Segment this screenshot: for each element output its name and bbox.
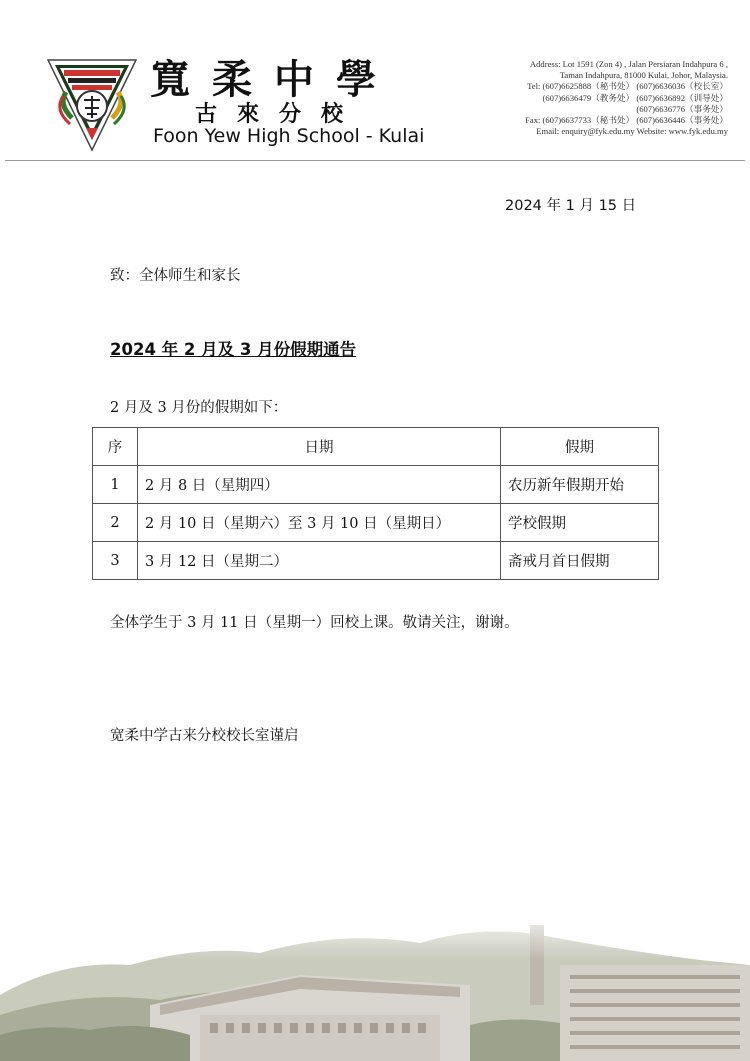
holiday-table — [92, 427, 659, 580]
table-row — [93, 542, 659, 580]
contact-line: (607)6636479（教务处） (607)6636892（训导处） — [542, 92, 728, 103]
school-branch-name: 古來分校 — [195, 101, 364, 127]
column-header-date: 日期 — [138, 428, 501, 466]
school-crest-icon — [46, 56, 138, 152]
school-name-chinese: 寬柔中學 — [150, 56, 398, 103]
row-holiday: 学校假期 — [501, 504, 659, 542]
table-row — [93, 466, 659, 504]
row-number: 1 — [93, 466, 138, 504]
row-date: 2 月 8 日（星期四） — [138, 466, 501, 504]
row-number: 3 — [93, 542, 138, 580]
letter-greeting: 致：全体师生和家长 — [110, 268, 241, 284]
return-to-school-note: 全体学生于 3 月 11 日（星期一）回校上课。敬请关注，谢谢。 — [110, 615, 519, 631]
letterhead — [0, 0, 750, 162]
campus-buildings-watermark — [0, 905, 750, 1061]
contact-line: Fax: (607)6637733（秘书处） (607)6636446（事务处） — [525, 115, 728, 126]
contact-line: Taman Indahpura, 81000 Kulai, Johor, Malaysia. — [559, 70, 728, 81]
notice-intro: 2 月及 3 月份的假期如下： — [110, 400, 288, 416]
header-divider — [5, 160, 745, 161]
notice-title: 2024 年 2 月及 3 月份假期通告 — [110, 340, 357, 359]
contact-block — [478, 59, 728, 137]
contact-line: Email: enquiry@fyk.edu.my Website: www.fyk.edu.my — [536, 126, 728, 137]
row-date: 2 月 10 日（星期六）至 3 月 10 日（星期日） — [138, 504, 501, 542]
school-name-english: Foon Yew High School - Kulai — [153, 125, 425, 147]
contact-line: Tel: (607)6625888（秘书处） (607)6636036（校长室） — [527, 81, 728, 92]
column-header-no: 序 — [93, 428, 138, 466]
letter-date: 2024 年 1 月 15 日 — [505, 198, 637, 214]
contact-line: Address: Lot 1591 (Zon 4) , Jalan Persiaran Indahpura 6 , — [529, 59, 728, 69]
row-holiday: 农历新年假期开始 — [501, 466, 659, 504]
row-date: 3 月 12 日（星期二） — [138, 542, 501, 580]
row-holiday: 斋戒月首日假期 — [501, 542, 659, 580]
letter-signature: 宽柔中学古来分校校长室谨启 — [110, 728, 299, 744]
column-header-holiday: 假期 — [501, 428, 659, 466]
row-number: 2 — [93, 504, 138, 542]
table-row — [93, 504, 659, 542]
table-header-row — [93, 428, 659, 466]
contact-line: (607)6636776（事务处） — [636, 103, 728, 114]
